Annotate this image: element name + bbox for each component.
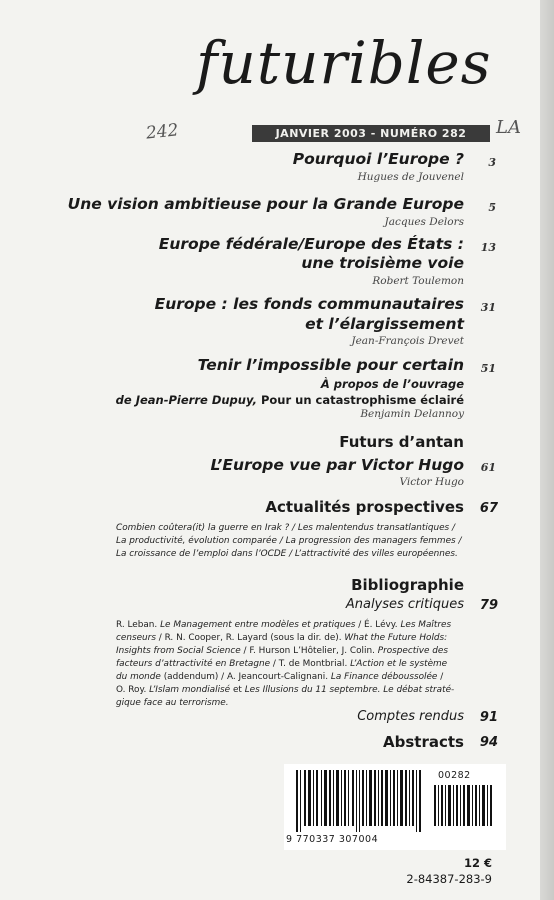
article-page: 3 (488, 156, 496, 169)
article-page: 31 (480, 301, 496, 314)
abstracts-heading: Abstracts (383, 733, 464, 751)
article-subtitle-work: Pour un catastrophisme éclairé (256, 393, 464, 407)
actualites-line: La croissance de l’emploi dans l’OCDE / L’attractivité des villes européennes. (116, 549, 458, 559)
issue-banner: JANVIER 2003 - NUMÉRO 282 (252, 125, 490, 142)
section-page: 91 (479, 710, 498, 725)
article-page: 5 (488, 201, 496, 214)
section-page: 94 (479, 735, 498, 750)
actualites-line: Combien coûtera(it) la guerre en Irak ? / Les malentendus transatlantiques / (116, 523, 455, 533)
article-author: Jacques Delors (384, 216, 464, 228)
masthead-title: futuribles (196, 29, 492, 97)
handwritten-note-left: 242 (145, 120, 180, 144)
article-title: Pourquoi l’Europe ? (292, 150, 464, 168)
biblio-line: O. Roy. L’Islam mondialisé et Les Illusions du 11 septembre. Le débat straté- (116, 685, 455, 695)
article-page: 61 (480, 461, 496, 474)
article-title: L’Europe vue par Victor Hugo (210, 456, 464, 474)
article-title: Europe fédérale/Europe des États : (158, 235, 464, 253)
section-page: 79 (479, 598, 498, 613)
analyses-critiques-heading: Analyses critiques (345, 597, 464, 612)
barcode-addon-icon (434, 785, 494, 826)
article-author: Benjamin Delannoy (360, 408, 464, 420)
handwritten-note-right: LA (496, 117, 521, 138)
article-author: Robert Toulemon (372, 275, 464, 287)
section-heading-bibliographie: Bibliographie (351, 576, 464, 594)
article-title: Tenir l’impossible pour certain (197, 356, 464, 374)
section-page: 67 (479, 501, 498, 516)
biblio-line: du monde (addendum) / A. Jeancourt-Calignani. La Finance déboussolée / (116, 672, 444, 682)
article-page: 13 (480, 241, 496, 254)
article-author: Jean-François Drevet (351, 335, 464, 347)
barcode-addon-number: 00282 (438, 770, 471, 781)
article-page: 51 (480, 362, 496, 375)
biblio-line: R. Leban. Le Management entre modèles et pratiques / É. Lévy. Les Maîtres (116, 620, 452, 630)
article-subtitle: À propos de l’ouvrage (320, 377, 464, 391)
comptes-rendus-heading: Comptes rendus (357, 709, 464, 724)
biblio-line: censeurs / R. N. Cooper, R. Layard (sous la dir. de). What the Future Holds: (116, 633, 448, 643)
article-author: Victor Hugo (399, 476, 464, 488)
price: 12 € (463, 856, 492, 870)
article-title: Europe : les fonds communautaires (154, 295, 464, 313)
article-title: Une vision ambitieuse pour la Grande Europe (67, 195, 464, 213)
section-heading-actualites: Actualités prospectives (265, 498, 464, 516)
barcode-number: 9 770337 307004 (286, 834, 379, 845)
biblio-line: facteurs d’attractivité en Bretagne / T. de Montbrial. L’Action et le système (116, 659, 448, 669)
section-heading-futurs: Futurs d’antan (339, 433, 464, 451)
article-subtitle-line (116, 393, 464, 407)
biblio-line: Insights from Social Science / F. Hurson L’Hôtelier, J. Colin. Prospective des (116, 646, 448, 656)
barcode-icon (296, 770, 426, 832)
biblio-line: gique face au terrorisme. (116, 698, 229, 708)
article-title-continued: et l’élargissement (305, 315, 464, 333)
article-author: Hugues de Jouvenel (357, 171, 464, 183)
actualites-line: La productivité, évolution comparée / La progression des managers femmes / (116, 536, 462, 546)
page-edge (540, 0, 554, 900)
isbn: 2-84387-283-9 (406, 872, 492, 886)
article-subtitle-ref: de Jean-Pierre Dupuy, (115, 393, 257, 407)
article-title-continued: une troisième voie (301, 254, 464, 272)
